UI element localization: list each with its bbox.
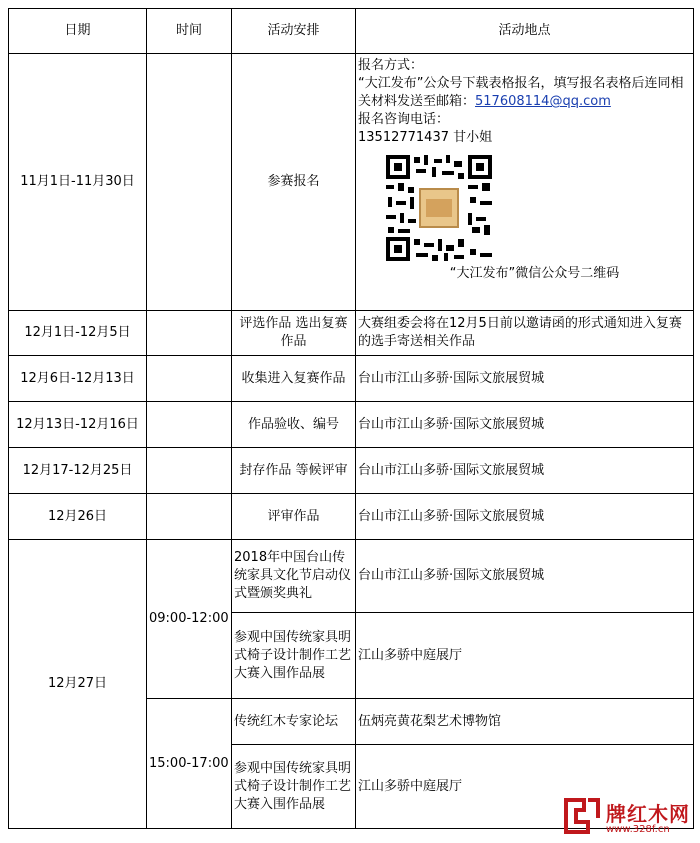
time-cell: 09:00-12:00 <box>147 540 232 699</box>
date-cell: 11月1日-11月30日 <box>9 54 147 311</box>
header-time: 时间 <box>147 9 232 54</box>
watermark-name: 牌红木网 <box>606 802 690 826</box>
table-row <box>9 402 694 448</box>
qr-code-image <box>384 153 494 263</box>
header-date: 日期 <box>9 9 147 54</box>
time-cell <box>147 494 232 540</box>
activity-cell: 参赛报名 <box>232 54 356 311</box>
time-cell <box>147 311 232 356</box>
table-row <box>9 311 694 356</box>
location-cell: 江山多骄中庭展厅 <box>356 613 694 699</box>
activity-cell: 封存作品 等候评审 <box>232 448 356 494</box>
time-cell <box>147 402 232 448</box>
activity-cell: 评选作品 选出复赛作品 <box>232 311 356 356</box>
phone-title: 报名咨询电话： <box>358 112 450 127</box>
activity-cell: 评审作品 <box>232 494 356 540</box>
location-cell: 台山市江山多骄·国际文旅展贸城 <box>356 494 694 540</box>
activity-cell: 传统红木专家论坛 <box>232 699 356 745</box>
activity-cell: 收集进入复赛作品 <box>232 356 356 402</box>
schedule-table <box>8 8 694 829</box>
signup-info-cell <box>356 54 694 311</box>
location-cell: 台山市江山多骄·国际文旅展贸城 <box>356 448 694 494</box>
table-row <box>9 356 694 402</box>
phone-number: 13512771437 甘小姐 <box>358 130 493 145</box>
time-cell <box>147 54 232 311</box>
signup-method-title: 报名方式： <box>358 58 424 73</box>
activity-cell: 2018年中国台山传统家具文化节启动仪式暨颁奖典礼 <box>232 540 356 613</box>
date-cell: 12月26日 <box>9 494 147 540</box>
signup-method-text <box>358 75 691 111</box>
location-cell: 台山市江山多骄·国际文旅展贸城 <box>356 540 694 613</box>
activity-cell: 参观中国传统家具明式椅子设计制作工艺大赛入围作品展 <box>232 745 356 829</box>
time-cell <box>147 356 232 402</box>
email-link[interactable]: 517608114@qq.com <box>475 94 611 109</box>
location-cell: 伍炳亮黄花梨艺术博物馆 <box>356 699 694 745</box>
date-cell: 12月1日-12月5日 <box>9 311 147 356</box>
date-cell: 12月13日-12月16日 <box>9 402 147 448</box>
header-row <box>9 9 694 54</box>
qr-caption: “大江发布”微信公众号二维码 <box>449 266 620 281</box>
location-cell: 台山市江山多骄·国际文旅展贸城 <box>356 402 694 448</box>
time-cell: 15:00-17:00 <box>147 699 232 829</box>
table-row <box>9 494 694 540</box>
activity-cell: 作品验收、编号 <box>232 402 356 448</box>
time-cell <box>147 448 232 494</box>
table-row <box>9 54 694 311</box>
date-cell: 12月27日 <box>9 540 147 829</box>
date-cell: 12月17-12月25日 <box>9 448 147 494</box>
table-row <box>9 448 694 494</box>
header-activity: 活动安排 <box>232 9 356 54</box>
table-row <box>9 540 694 613</box>
header-location: 活动地点 <box>356 9 694 54</box>
watermark <box>562 796 698 840</box>
watermark-url: www.328f.cn <box>606 824 670 835</box>
watermark-logo-icon <box>562 796 602 836</box>
location-cell: 江山多骄中庭展厅 <box>356 745 694 829</box>
location-cell: 台山市江山多骄·国际文旅展贸城 <box>356 356 694 402</box>
date-cell: 12月6日-12月13日 <box>9 356 147 402</box>
signup-method-desc: “大江发布”公众号下载表格报名，填写报名表格后连同相关材料发送至邮箱： <box>358 76 684 109</box>
activity-cell: 参观中国传统家具明式椅子设计制作工艺大赛入围作品展 <box>232 613 356 699</box>
location-cell: 大赛组委会将在12月5日前以邀请函的形式通知进入复赛的选手寄送相关作品 <box>356 311 694 356</box>
